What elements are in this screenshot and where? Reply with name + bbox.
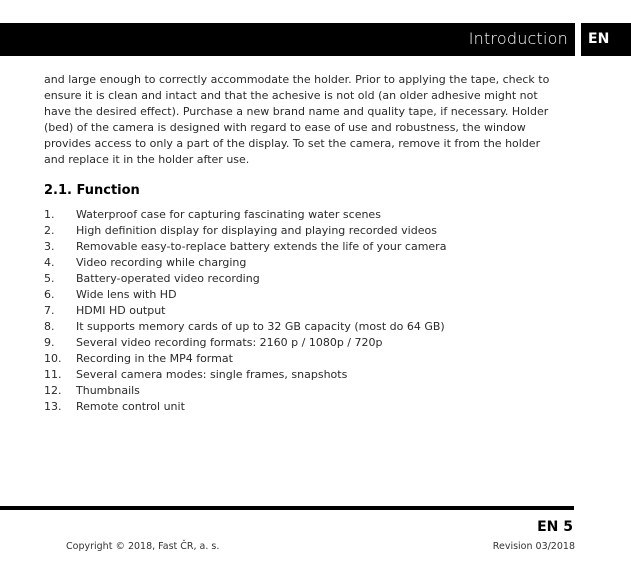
list-item-number: 11. bbox=[44, 368, 62, 381]
list-item bbox=[44, 239, 446, 255]
list-item-number: 1. bbox=[44, 208, 55, 221]
list-item bbox=[44, 399, 446, 415]
language-label: EN bbox=[588, 31, 610, 47]
section-heading: 2.1. Function bbox=[44, 183, 140, 198]
list-item-text: It supports memory cards of up to 32 GB capacity (most do 64 GB) bbox=[76, 320, 445, 333]
list-item-number: 13. bbox=[44, 400, 62, 413]
list-item-text: Video recording while charging bbox=[76, 256, 247, 269]
list-item bbox=[44, 271, 446, 287]
list-item bbox=[44, 287, 446, 303]
list-item bbox=[44, 319, 446, 335]
list-item-number: 12. bbox=[44, 384, 62, 397]
list-item bbox=[44, 367, 446, 383]
list-item-text: Waterproof case for capturing fascinating water scenes bbox=[76, 208, 381, 221]
list-item-number: 8. bbox=[44, 320, 55, 333]
feature-list bbox=[44, 207, 446, 415]
list-item-text: Removable easy-to-replace battery extends the life of your camera bbox=[76, 240, 447, 253]
list-item bbox=[44, 255, 446, 271]
list-item-text: HDMI HD output bbox=[76, 304, 166, 317]
section-title: Introduction bbox=[468, 29, 568, 48]
revision-text: Revision 03/2018 bbox=[492, 541, 575, 552]
list-item-number: 6. bbox=[44, 288, 55, 301]
list-item bbox=[44, 351, 446, 367]
language-badge bbox=[581, 23, 631, 56]
list-item-text: Battery-operated video recording bbox=[76, 272, 260, 285]
list-item-text: Several camera modes: single frames, snapshots bbox=[76, 368, 348, 381]
list-item-number: 9. bbox=[44, 336, 55, 349]
copyright-text: Copyright © 2018, Fast ČR, a. s. bbox=[66, 541, 220, 552]
header-bar bbox=[0, 23, 575, 56]
list-item bbox=[44, 383, 446, 399]
list-item-number: 3. bbox=[44, 240, 55, 253]
intro-paragraph: and large enough to correctly accommodate the holder. Prior to applying the tape, check to ensure it is clean and intact and that the achesive is not old (an older adhesive might not have the desired effect). Purchase a new brand name and quality tape, if necessary. Holder (bed) of the camera is designed with regard to ease of use and robustness, the window provides access to only a part of the display. To set the camera, remove it from the holder and replace it in the holder after use. bbox=[44, 73, 550, 166]
list-item-text: Recording in the MP4 format bbox=[76, 352, 233, 365]
list-item-number: 2. bbox=[44, 224, 55, 237]
list-item-text: Wide lens with HD bbox=[76, 288, 177, 301]
list-item-text: Several video recording formats: 2160 p / 1080p / 720p bbox=[76, 336, 383, 349]
list-item-number: 4. bbox=[44, 256, 55, 269]
list-item-text: Remote control unit bbox=[76, 400, 185, 413]
list-item bbox=[44, 303, 446, 319]
list-item-number: 10. bbox=[44, 352, 62, 365]
list-item-text: High definition display for displaying and playing recorded videos bbox=[76, 224, 437, 237]
list-item-text: Thumbnails bbox=[76, 384, 140, 397]
page-number: EN 5 bbox=[537, 519, 573, 535]
list-item bbox=[44, 223, 446, 239]
list-item-number: 5. bbox=[44, 272, 55, 285]
list-item bbox=[44, 335, 446, 351]
list-item-number: 7. bbox=[44, 304, 55, 317]
list-item bbox=[44, 207, 446, 223]
footer-rule bbox=[0, 506, 574, 510]
